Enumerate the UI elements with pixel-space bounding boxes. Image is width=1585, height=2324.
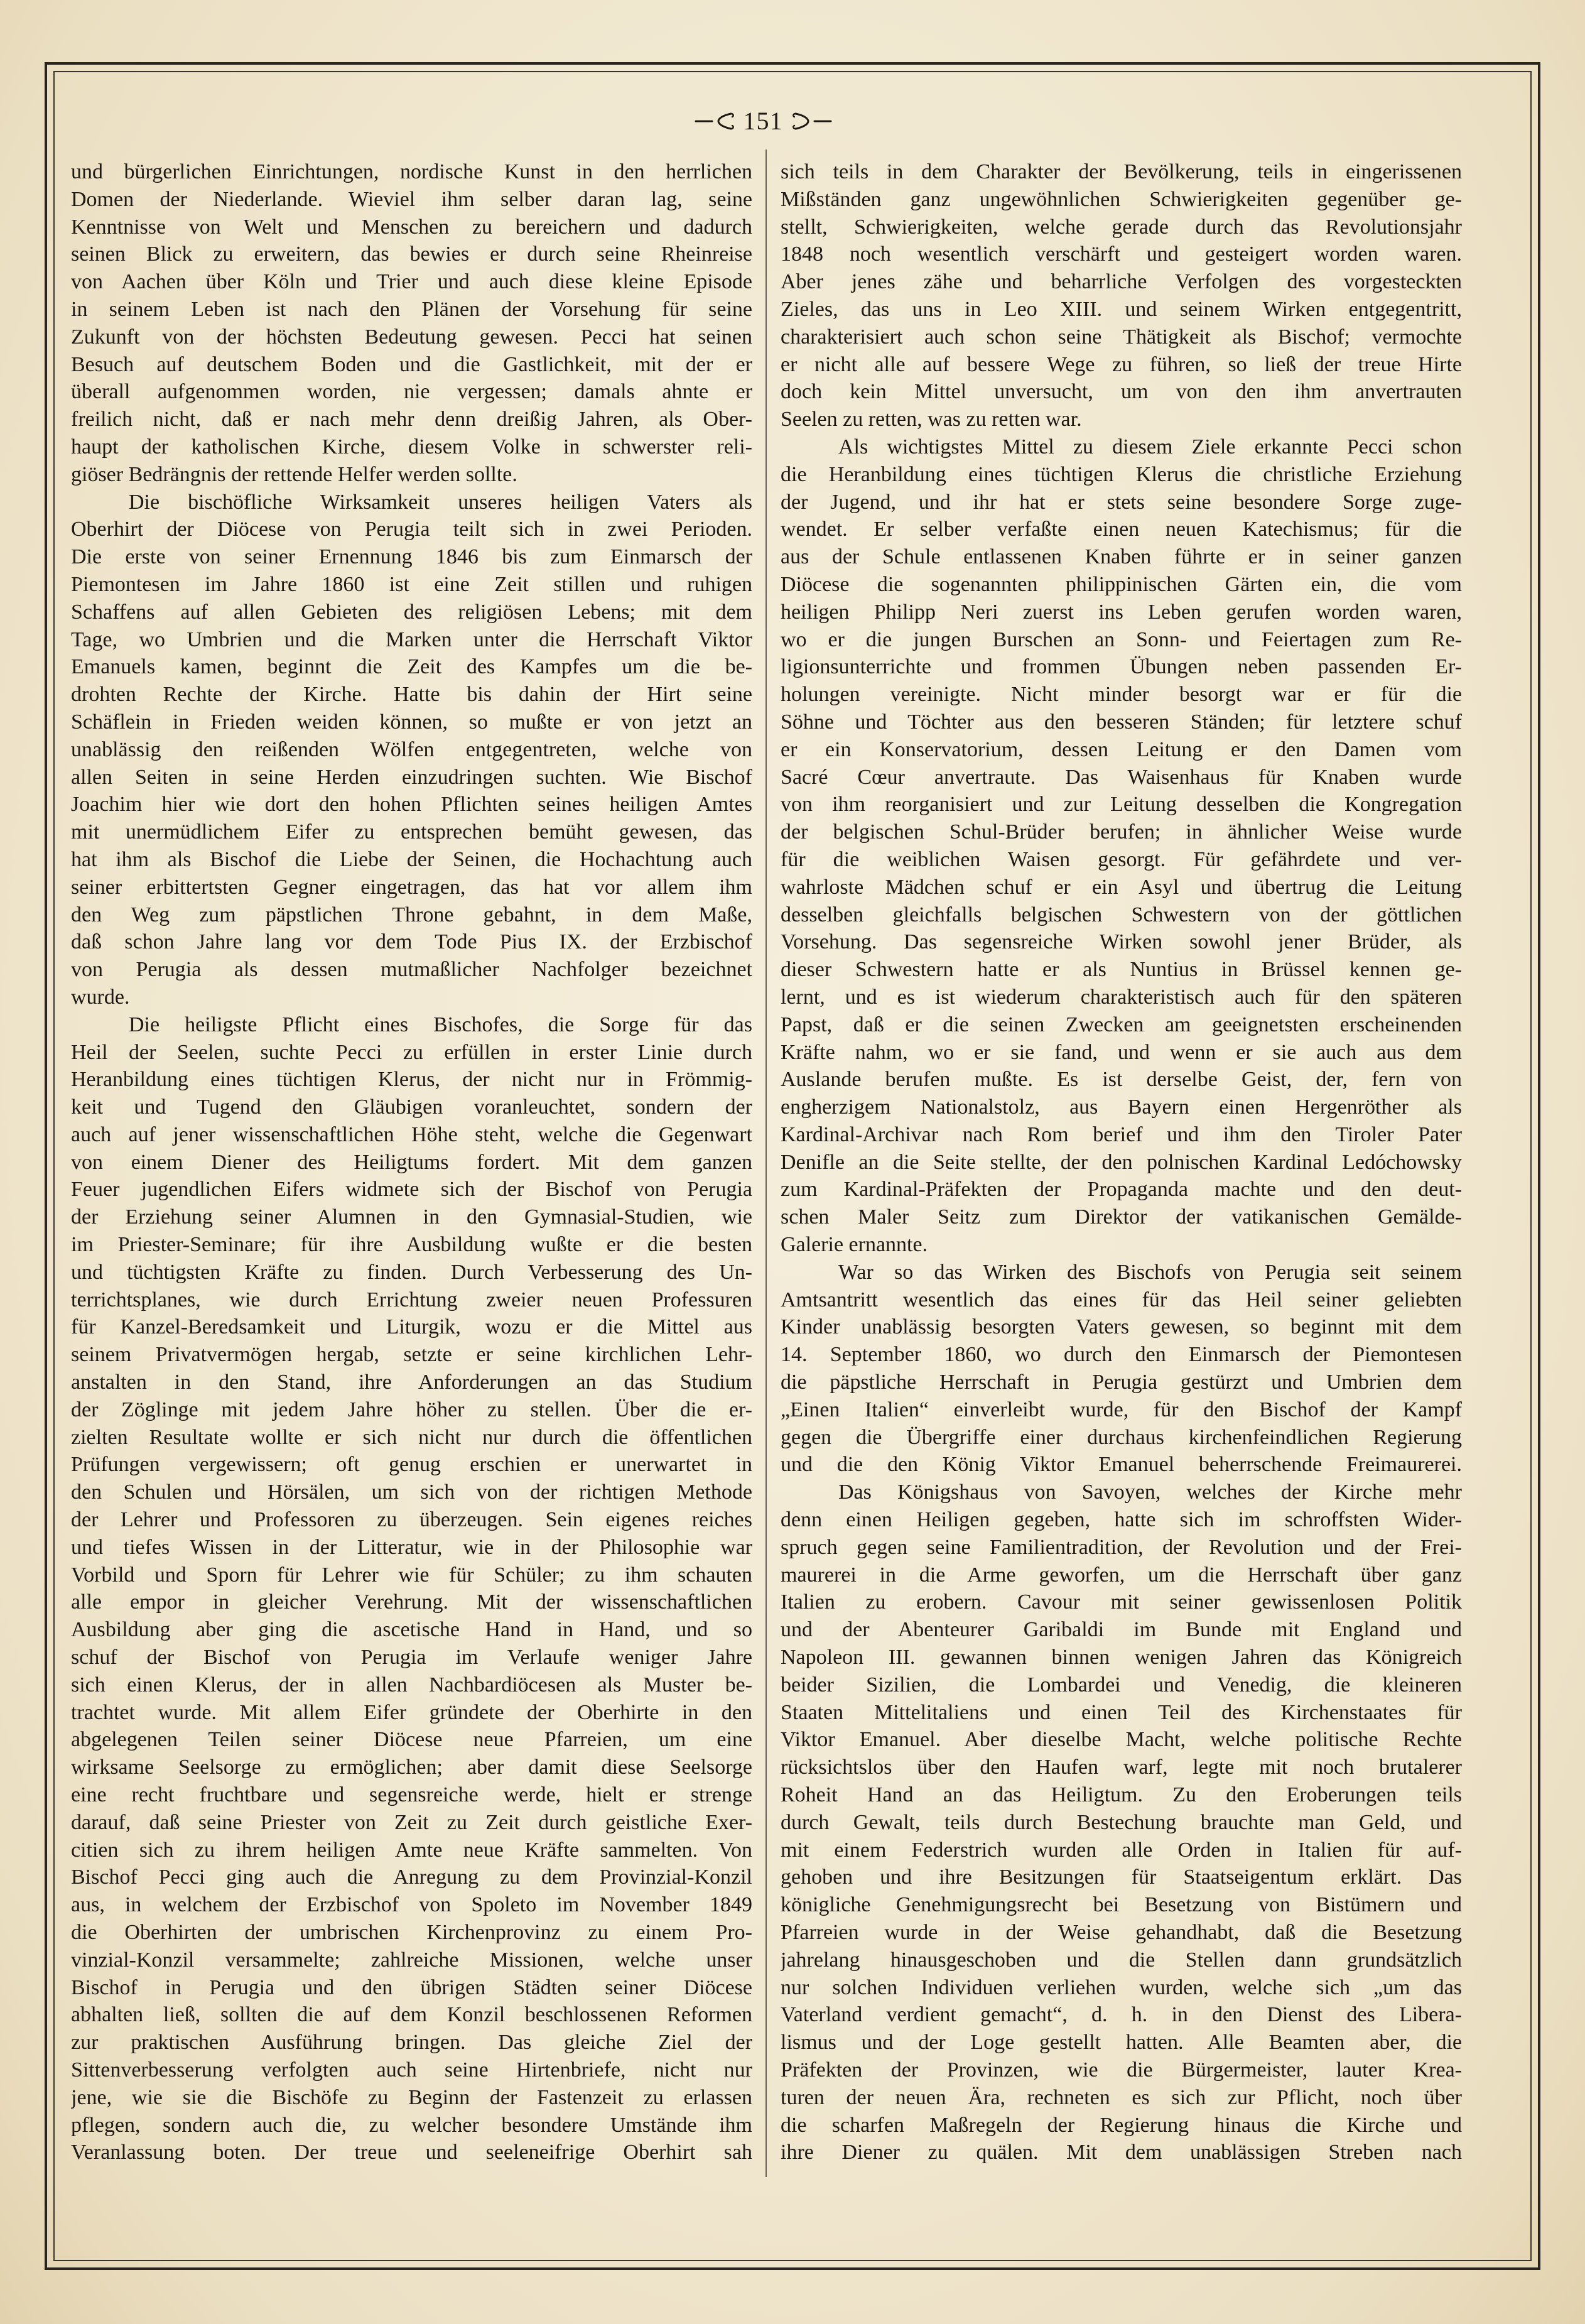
text-line: Als wichtigstes Mittel zu diesem Ziele erkannte Pecci schon [838,435,1462,459]
text-line: eine recht fruchtbare und segensreiche werde, hielt er strenge [71,1783,752,1807]
text-line: unablässig den reißenden Wölfen entgegentreten, welche von [71,737,752,761]
text-line: lismus und der Loge gestellt hatten. Alle Beamten aber, die [781,2031,1462,2055]
text-line: mit einem Federstrich wurden alle Orden in Italien für auf- [781,1838,1462,1862]
text-line: und tiefes Wissen in der Litteratur, wie in der Philosophie war [71,1535,752,1559]
text-line: Diöcese die sogenannten philippinischen Gärten ein, die vom [781,572,1462,596]
text-line: Bischof in Perugia und den übrigen Städten seiner Diöcese [71,1975,752,1999]
column-divider [765,149,767,2177]
text-line: gegen die Übergriffe einer durchaus kirchenfeindlichen Regierung [781,1425,1462,1449]
text-line: Seelen zu retten, was zu retten war. [781,408,1082,432]
text-line: denn einen Heiligen gegeben, hatte sich im schroffsten Wider- [781,1508,1462,1532]
paragraph [781,158,1462,433]
text-line: hat ihm als Bischof die Liebe der Seinen, die Hochachtung auch [71,847,752,871]
text-line: er nicht alle auf bessere Wege zu führen, so ließ der treue Hirte [781,352,1462,376]
text-line: 1848 noch wesentlich verschärft und gesteigert worden waren. [781,242,1462,266]
text-line: citien sich zu ihrem heiligen Amte neue Kräfte sammelten. Von [71,1838,752,1862]
text-line: maurerei in die Arme geworfen, um die Herrschaft über ganz [781,1563,1462,1587]
text-line: Bischof Pecci ging auch die Anregung zu dem Provinzial-Konzil [71,1865,752,1889]
text-line: aus, in welchem der Erzbischof von Spoleto im November 1849 [71,1893,752,1917]
page-number: 151 [743,107,783,135]
text-line: die päpstliche Herrschaft in Perugia gestürzt und Umbrien dem [781,1371,1462,1394]
text-line: seiner erbittertsten Gegner eingetragen, das hat vor allem ihm [71,875,752,899]
text-line: Zieles, das uns in Leo XIII. und seinem Wirken entgegentritt, [781,297,1462,321]
text-line: Domen der Niederlande. Wieviel ihm selber daran lag, seine [71,187,752,211]
text-line: gehoben und ihre Besitzungen für Staatseigentum erklärt. Das [781,1865,1462,1889]
text-line: Joachim hier wie dort den hohen Pflichten seines heiligen Amtes [71,793,752,817]
text-line: Sacré Cœur anvertraute. Das Waisenhaus für Knaben wurde [781,765,1462,789]
ornament-left-icon [693,111,737,132]
text-line: haupt der katholischen Kirche, diesem Volke in schwerster reli- [71,435,752,459]
text-line: Die bischöfliche Wirksamkeit unseres heiligen Vaters als [129,490,752,514]
text-line: giöser Bedrängnis der rettende Helfer werden sollte. [71,462,517,486]
text-line: und tüchtigsten Kräfte zu finden. Durch Verbesserung des Un- [71,1260,752,1284]
text-line: wo er die jungen Burschen an Sonn- und Feiertagen zum Re- [781,627,1462,651]
text-line: doch kein Mittel unversucht, um von den ihm anvertrauten [781,380,1462,404]
text-line: abgelegenen Teilen seiner Diöcese neue Pfarreien, um eine [71,1728,752,1752]
text-line: Vorbild und Sporn für Lehrer wie für Schüler; zu ihm schauten [71,1563,752,1587]
text-line: aus der Schule entlassenen Knaben führte er in seiner ganzen [781,545,1462,569]
text-line: seinen Blick zu erweitern, das bewies er durch seine Rheinreise [71,242,752,266]
text-line: turen der neuen Ära, rechneten es sich zur Pflicht, noch über [781,2085,1462,2109]
text-line: stellt, Schwierigkeiten, welche gerade durch das Revolutionsjahr [781,215,1462,239]
text-line: Roheit Hand an das Heiligtum. Zu den Eroberungen teils [781,1783,1462,1807]
text-line: Oberhirt der Diöcese von Perugia teilt sich in zwei Perioden. [71,518,752,541]
paragraph [71,1011,752,2166]
text-line: den Weg zum päpstlichen Throne gebahnt, in dem Maße, [71,903,752,926]
paragraph [71,489,752,1011]
text-line: und die den König Viktor Emanuel beherrschende Freimaurerei. [781,1453,1462,1477]
text-line: „Einen Italien“ einverleibt wurde, für den Bischof der Kampf [781,1398,1462,1421]
text-line: wendet. Er selber verfaßte einen neuen Katechismus; für die [781,518,1462,541]
text-line: seinem Privatvermögen hergab, setzte er seine kirchlichen Lehr- [71,1343,752,1367]
text-line: der belgischen Schul-Brüder berufen; in ähnlicher Weise wurde [781,820,1462,844]
text-line: von ihm reorganisiert und zur Leitung desselben die Kongregation [781,793,1462,817]
text-line: terrichtsplanes, wie durch Errichtung zweier neuen Professuren [71,1288,752,1311]
page-header [637,106,889,137]
text-line: 14. September 1860, wo durch den Einmarsch der Piemontesen [781,1343,1462,1367]
text-line: er ein Konservatorium, dessen Leitung er den Damen vom [781,737,1462,761]
text-line: Zukunft von der höchsten Bedeutung gewesen. Pecci hat seinen [71,325,752,349]
text-line: Auslande berufen mußte. Es ist derselbe Geist, der, fern von [781,1068,1462,1092]
text-line: der Lehrer und Professoren zu überzeugen. Sein eigenes reiches [71,1508,752,1532]
text-line: der Zöglinge mit jedem Jahre höher zu stellen. Über die er- [71,1398,752,1421]
text-line: Heil der Seelen, suchte Pecci zu erfüllen in erster Linie durch [71,1040,752,1064]
text-line: Napoleon III. gewannen binnen wenigen Jahren das Königreich [781,1646,1462,1670]
text-line: Staaten Mittelitaliens und einen Teil des Kirchenstaates für [781,1700,1462,1724]
text-line: von einem Diener des Heiligtums fordert. Mit dem ganzen [71,1150,752,1174]
text-line: spruch gegen seine Familientradition, der Revolution und der Frei- [781,1535,1462,1559]
text-line: jahrelang hinausgeschoben und die Stellen dann grundsätzlich [781,1948,1462,1972]
text-line: zielten Resultate wollte er sich nicht nur durch die öffentlichen [71,1425,752,1449]
paragraph [781,433,1462,1259]
text-line: Kinder unablässig besorgten Vaters gewesen, so beginnt mit dem [781,1315,1462,1339]
text-line: schuf der Bischof von Perugia im Verlaufe weniger Jahre [71,1646,752,1670]
text-line: anstalten in den Stand, ihre Anforderungen an das Studium [71,1371,752,1394]
text-line: darauf, daß seine Priester von Zeit zu Zeit durch geistliche Exer- [71,1810,752,1834]
text-line: Kardinal-Archivar nach Rom berief und ihm den Tiroler Pater [781,1122,1462,1146]
text-line: wahrloste Mädchen schuf er ein Asyl und übertrug die Leitung [781,875,1462,899]
text-line: Papst, daß er die seinen Zwecken am geeignetsten erscheinenden [781,1013,1462,1036]
text-line: sich teils in dem Charakter der Bevölkerung, teils in eingerissenen [781,160,1462,183]
text-line: für die weiblichen Waisen gesorgt. Für gefährdete und ver- [781,847,1462,871]
text-line: und der Abenteurer Garibaldi im Bunde mit England und [781,1618,1462,1642]
text-line: War so das Wirken des Bischofs von Perugia seit seinem [838,1260,1462,1284]
text-line: Die heiligste Pflicht eines Bischofes, die Sorge für das [129,1013,752,1036]
text-line: königliche Genehmigungsrecht bei Besetzung von Bistümern und [781,1893,1462,1917]
text-line: Kräfte nahm, wo er sie fand, und wenn er sie auch aus dem [781,1040,1462,1064]
text-line: allen Seiten in seine Herden einzudringen suchten. Wie Bischof [71,765,752,789]
text-line: Die erste von seiner Ernennung 1846 bis zum Einmarsch der [71,545,752,569]
text-line: Mißständen ganz ungewöhnlichen Schwierigkeiten gegenüber ge- [781,187,1462,211]
text-line: im Priester-Seminare; für ihre Ausbildung wußte er die besten [71,1233,752,1257]
text-line: daß schon Jahre lang vor dem Tode Pius IX. der Erzbischof [71,930,752,954]
text-line: Pfarreien wurde in der Weise gehandhabt, daß die Besetzung [781,1921,1462,1944]
text-line: pflegen, sondern auch die, zu welcher besondere Umstände ihm [71,2113,752,2137]
text-line: wirksame Seelsorge zu ermöglichen; aber damit diese Seelsorge [71,1756,752,1779]
text-line: Viktor Emanuel. Aber dieselbe Macht, welche politische Rechte [781,1728,1462,1752]
text-line: ihre Diener zu quälen. Mit dem unablässigen Streben nach [781,2141,1462,2164]
text-line: wurde. [71,985,130,1009]
text-line: charakterisiert auch schon seine Thätigkeit als Bischof; vermochte [781,325,1462,349]
text-line: Söhne und Töchter aus den besseren Ständen; für letztere schuf [781,710,1462,734]
text-line: die Oberhirten der umbrischen Kirchenprovinz zu einem Pro- [71,1921,752,1944]
text-line: Tage, wo Umbrien und die Marken unter die Herrschaft Viktor [71,627,752,651]
text-line: alle empor in gleicher Verehrung. Mit der wissenschaftlichen [71,1590,752,1614]
text-line: lernt, und es ist wiederum charakteristisch auch für den späteren [781,985,1462,1009]
text-line: Denifle an die Seite stellte, der den polnischen Kardinal Ledóchowsky [781,1150,1462,1174]
text-line: durch Gewalt, teils durch Bestechung brauchte man Geld, und [781,1810,1462,1834]
text-line: jene, wie sie die Bischöfe zu Beginn der Fastenzeit zu erlassen [71,2085,752,2109]
text-line: die Heranbildung eines tüchtigen Klerus die christliche Erziehung [781,462,1462,486]
text-line: schen Maler Seitz zum Direktor der vatikanischen Gemälde- [781,1205,1462,1229]
text-line: Kenntnisse von Welt und Menschen zu bereichern und dadurch [71,215,752,239]
text-line: und bürgerlichen Einrichtungen, nordische Kunst in den herrlichen [71,160,752,183]
text-line: holungen vereinigte. Nicht minder besorgt war er für die [781,683,1462,707]
paragraph [781,1479,1462,2166]
text-line: mit unermüdlichem Eifer zu entsprechen bemüht gewesen, das [71,820,752,844]
text-line: Vorsehung. Das segensreiche Wirken sowohl jener Brüder, als [781,930,1462,954]
right-column [781,158,1462,2166]
text-line: überall aufgenommen worden, nie vergessen; damals ahnte er [71,380,752,404]
text-line: beider Sizilien, die Lombardei und Venedig, die kleineren [781,1673,1462,1697]
text-line: Emanuels kamen, beginnt die Zeit des Kampfes um die be- [71,655,752,679]
text-line: nur solchen Individuen verliehen wurden, welche sich „um das [781,1975,1462,1999]
left-column [71,158,752,2166]
text-line: Besuch auf deutschem Boden und die Gastlichkeit, mit der er [71,352,752,376]
text-line: abhalten ließ, sollten die auf dem Konzil beschlossenen Reformen [71,2003,752,2027]
text-line: Veranlassung boten. Der treue und seeleneifrige Oberhirt sah [71,2141,752,2164]
text-line: sich einen Klerus, der in allen Nachbardiöcesen als Muster be- [71,1673,752,1697]
text-line: keit und Tugend den Gläubigen voranleuchtet, sondern der [71,1095,752,1119]
text-line: den Schulen und Hörsälen, um sich von der richtigen Methode [71,1480,752,1504]
text-line: zum Kardinal-Präfekten der Propaganda machte und den deut- [781,1178,1462,1202]
text-line: dieser Schwestern hatte er als Nuntius in Brüssel kennen ge- [781,958,1462,982]
text-line: von Perugia als dessen mutmaßlicher Nachfolger bezeichnet [71,958,752,982]
text-line: von Aachen über Köln und Trier und auch diese kleine Episode [71,270,752,294]
text-line: Heranbildung eines tüchtigen Klerus, der nicht nur in Frömmig- [71,1068,752,1092]
text-line: heiligen Philipp Neri zuerst ins Leben gerufen worden waren, [781,600,1462,624]
paragraph [781,1259,1462,1479]
text-line: Aber jenes zähe und beharrliche Verfolgen des vorgesteckten [781,270,1462,294]
text-line: engherzigem Nationalstolz, aus Bayern einen Hergenröther als [781,1095,1462,1119]
text-line: trachtet wurde. Mit allem Eifer gründete der Oberhirte in den [71,1700,752,1724]
text-line: Galerie ernannte. [781,1233,928,1257]
ornament-right-icon [789,111,833,132]
text-line: zur praktischen Ausführung bringen. Das gleiche Ziel der [71,2031,752,2055]
text-line: für Kanzel-Beredsamkeit und Liturgik, wozu er die Mittel aus [71,1315,752,1339]
text-line: Amtsantritt wesentlich das eines für das Heil seiner geliebten [781,1288,1462,1311]
text-line: Das Königshaus von Savoyen, welches der Kirche mehr [838,1480,1462,1504]
text-line: ligionsunterrichte und frommen Übungen neben passenden Er- [781,655,1462,679]
text-line: Schäflein in Frieden weiden können, so mußte er von jetzt an [71,710,752,734]
text-line: Prüfungen vergewissern; oft genug erschien er unerwartet in [71,1453,752,1477]
text-line: freilich nicht, daß er nach mehr denn dreißig Jahren, als Ober- [71,408,752,432]
text-line: der Jugend, und ihr hat er stets seine besondere Sorge zuge- [781,490,1462,514]
text-line: Sittenverbesserung verfolgten auch seine Hirtenbriefe, nicht nur [71,2058,752,2082]
text-line: rücksichtslos über den Haufen warf, legte mit noch brutalerer [781,1756,1462,1779]
text-line: die scharfen Maßregeln der Regierung hinaus die Kirche und [781,2113,1462,2137]
text-line: desselben gleichfalls belgischen Schwestern von der göttlichen [781,903,1462,926]
text-line: Piemontesen im Jahre 1860 ist eine Zeit stillen und ruhigen [71,572,752,596]
text-line: Italien zu erobern. Cavour mit seiner gewissenlosen Politik [781,1590,1462,1614]
text-line: Ausbildung aber ging die ascetische Hand in Hand, und so [71,1618,752,1642]
text-line: Vaterland verdient gemacht“, d. h. in den Dienst des Libera- [781,2003,1462,2027]
paragraph [71,158,752,489]
text-line: Schaffens auf allen Gebieten des religiösen Lebens; mit dem [71,600,752,624]
text-line: auch auf jener wissenschaftlichen Höhe steht, welche die Gegenwart [71,1122,752,1146]
text-line: der Erziehung seiner Alumnen in den Gymnasial-Studien, wie [71,1205,752,1229]
text-line: drohten Rechte der Kirche. Hatte bis dahin der Hirt seine [71,683,752,707]
text-line: in seinem Leben ist nach den Plänen der Vorsehung für seine [71,297,752,321]
text-line: Präfekten der Provinzen, wie die Bürgermeister, lauter Krea- [781,2058,1462,2082]
text-line: Feuer jugendlichen Eifers widmete sich der Bischof von Perugia [71,1178,752,1202]
text-line: vinzial-Konzil versammelte; zahlreiche Missionen, welche unser [71,1948,752,1972]
